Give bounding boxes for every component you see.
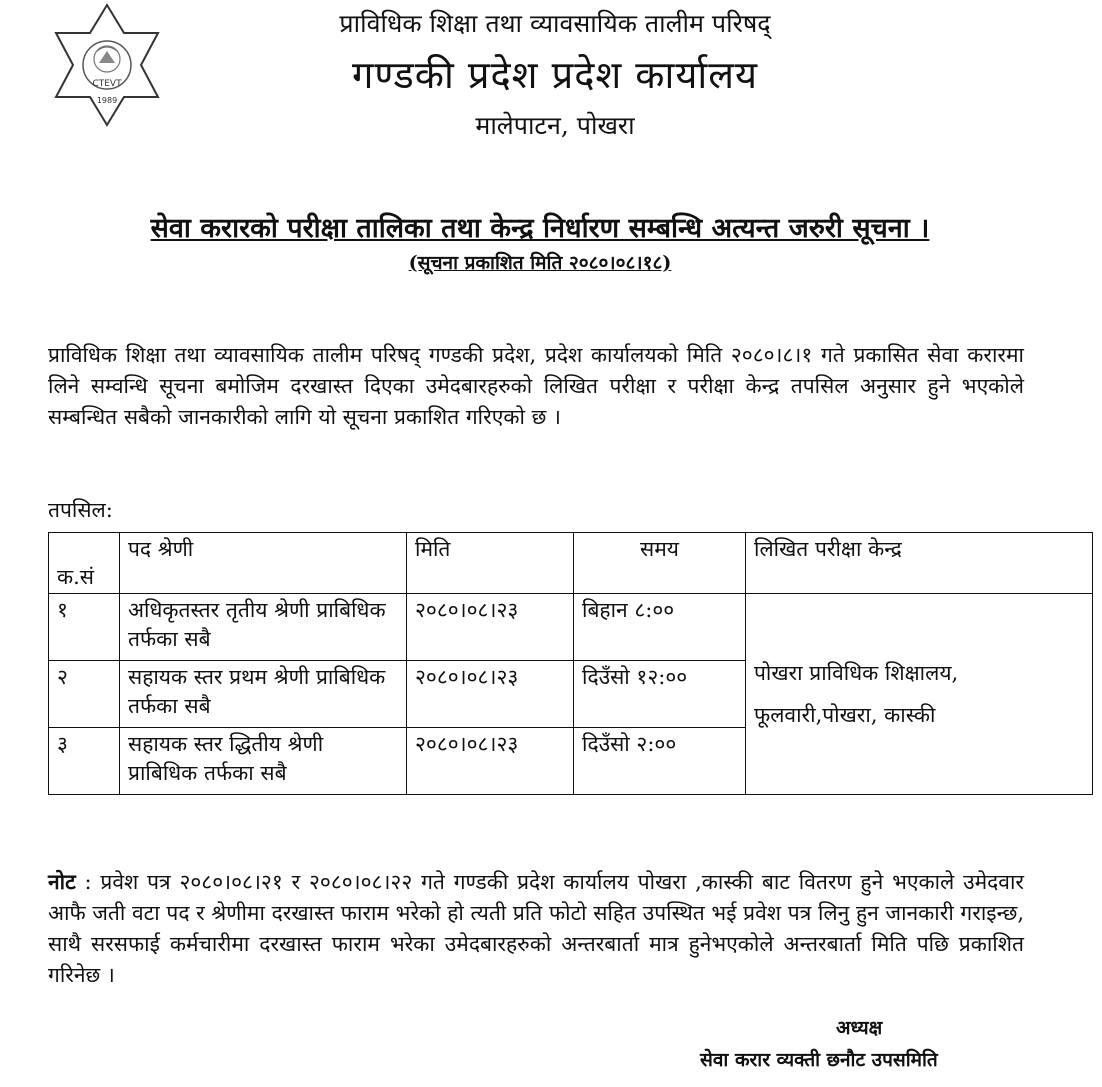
row-post: सहायक स्तर द्धितीय श्रेणी प्राबिधिक तर्फका सबै bbox=[120, 728, 407, 795]
row-post: अधिकृतस्तर तृतीय श्रेणी प्राबिधिक तर्फका सबै bbox=[120, 594, 407, 661]
table-row bbox=[49, 594, 1093, 661]
table-header-row bbox=[49, 533, 1093, 594]
header-center: लिखित परीक्षा केन्द्र bbox=[746, 533, 1093, 594]
row-date: २०८०।०८।२३ bbox=[407, 728, 574, 795]
header-time: समय bbox=[574, 533, 746, 594]
notice-body: प्राविधिक शिक्षा तथा व्यावसायिक तालीम परिषद् गण्डकी प्रदेश, प्रदेश कार्यालयको मिति २०८०।८।१ गते प्रकासित सेवा करारमा लिने सम्वन्धि सूचना बमोजिम दरखास्त दिएका उमेदबारहरुको लिखित परीक्षा र परीक्षा केन्द्र तपसिल अनुसार हुने भएकोले सम्बन्धित सबैको जानकारीको लागि यो सूचना प्रकाशित गरिएको छ । bbox=[48, 343, 1024, 429]
row-sn: ३ bbox=[49, 728, 120, 795]
row-date: २०८०।०८।२३ bbox=[407, 594, 574, 661]
logo-year: 1989 bbox=[96, 96, 118, 105]
row-time: बिहान ८:०० bbox=[574, 594, 746, 661]
committee-name: सेवा करार व्यक्ती छनौट उपसमिति bbox=[700, 1049, 938, 1071]
office-name: गण्डकी प्रदेश प्रदेश कार्यालय bbox=[351, 53, 759, 97]
row-date: २०८०।०८।२३ bbox=[407, 661, 574, 728]
note-label: नोट bbox=[48, 869, 76, 894]
details-label: तपसिल: bbox=[48, 498, 113, 522]
note-paragraph bbox=[48, 866, 1024, 991]
row-sn: २ bbox=[49, 661, 120, 728]
note-text: : प्रवेश पत्र २०८०।०८।२१ र २०८०।०८।२२ गते गण्डकी प्रदेश कार्यालय पोखरा ,कास्की बाट वितरण हुने भएकाले उमेदवार आफै जती वटा पद र श्रेणीमा दरखास्त फाराम भरेको हो त्यती प्रति फोटो सहित उपस्थित भई प्रवेश पत्र लिनु हुन जानकारी गराइन्छ, साथै सरसफाई कर्मचारीमा दरखास्त फाराम भरेका उमेदबारहरुको अन्तरबार्ता मात्र हुनेभएकोले अन्तरबार्ता मिति पछि प्रकाशित गरिनेछ । bbox=[48, 870, 1024, 987]
row-sn: १ bbox=[49, 594, 120, 661]
org-name: प्राविधिक शिक्षा तथा व्यावसायिक तालीम परिषद् bbox=[339, 9, 771, 38]
notice-title: सेवा करारको परीक्षा तालिका तथा केन्द्र निर्धारण सम्बन्धि अत्यन्त जरुरी सूचना । bbox=[150, 213, 930, 244]
row-time: दिउँसो १२:०० bbox=[574, 661, 746, 728]
row-time: दिउँसो २:०० bbox=[574, 728, 746, 795]
signatory-title: अध्यक्ष bbox=[836, 1017, 883, 1039]
office-address: मालेपाटन, पोखरा bbox=[475, 111, 635, 140]
header-post: पद श्रेणी bbox=[120, 533, 407, 594]
published-date: (सूचना प्रकाशित मिति २०८०।०८।१८) bbox=[408, 252, 672, 274]
row-post: सहायक स्तर प्रथम श्रेणी प्राबिधिक तर्फका सबै bbox=[120, 661, 407, 728]
logo-text: CTEVT bbox=[92, 79, 122, 89]
header-date: मिति bbox=[407, 533, 574, 594]
header-sn: क.सं bbox=[49, 533, 120, 594]
exam-center: पोखरा प्राविधिक शिक्षालय, फूलवारी,पोखरा, कास्की bbox=[746, 594, 1093, 795]
ctevt-logo bbox=[54, 3, 160, 127]
exam-schedule-table bbox=[48, 532, 1093, 795]
